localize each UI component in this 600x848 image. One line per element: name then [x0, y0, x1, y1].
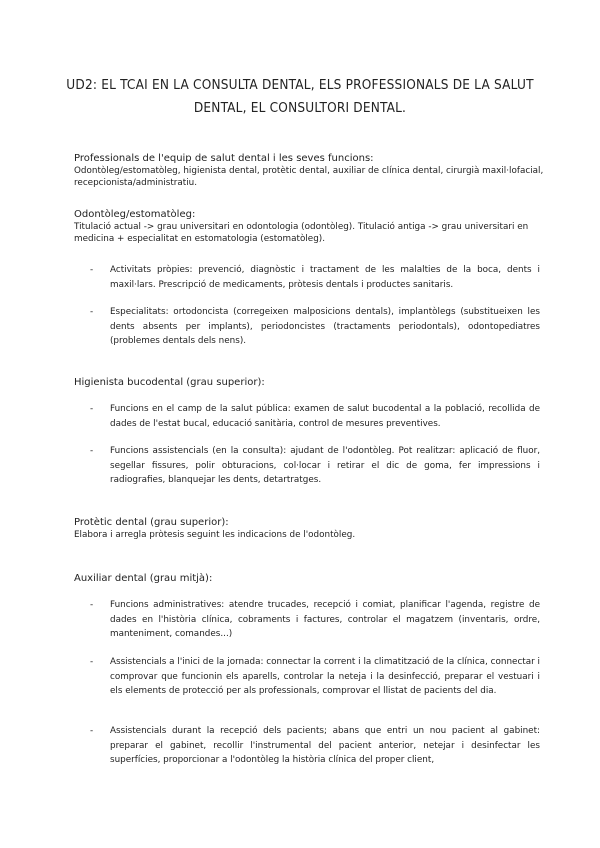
list-item-text: Funcions administratives: atendre trucades, recepció i comiat, planificar l'agenda, registre de dades en l'història clínica, cobraments i factures, controlar el magatzem (inventaris, ordre, manteniment, comandes...)	[110, 600, 540, 639]
list-item-text: Assistencials a l'inici de la jornada: connectar la corrent i la climatització de la clínica, connectar i comprovar que funcionin els aparells, controlar la neteja i la desinfecció, preparar el vestuari i els elements de protecció per als professionals, comprovar el llistat de pacients del dia.	[110, 657, 540, 696]
section-protetic	[74, 516, 544, 541]
bullet-dash: -	[90, 657, 94, 667]
section-auxiliar	[74, 572, 544, 585]
list-item	[90, 263, 540, 292]
list-item	[90, 444, 540, 488]
bullet-dash: -	[90, 307, 94, 317]
list-item	[90, 598, 540, 642]
section-higienista	[74, 376, 544, 389]
section-odontoleg	[74, 208, 544, 246]
list-item	[90, 655, 540, 699]
section-heading: Protètic dental (grau superior):	[74, 517, 229, 528]
bullet-dash: -	[90, 265, 94, 275]
list-item	[90, 724, 540, 768]
list-item-text: Activitats pròpies: prevenció, diagnòstic i tractament de les malalties de la boca, dents i maxil·lars. Prescripció de medicaments, pròtesis dentals i productes sanitaris.	[110, 265, 540, 290]
section-professionals	[74, 152, 544, 190]
page-title: UD2: EL TCAI EN LA CONSULTA DENTAL, ELS PROFESSIONALS DE LA SALUT DENTAL, EL CONSULTORI DENTAL.	[66, 77, 534, 116]
section-body: Titulació actual -> grau universitari en odontologia (odontòleg). Titulació antiga -> grau universitari en medicina + especialitat en estomatologia (estomatòleg).	[74, 222, 529, 245]
list-item	[90, 402, 540, 431]
list-item-text: Especialitats: ortodoncista (corregeixen malposicions dentals), implantòlegs (substitueixen les dents absents per implants), periodoncistes (tractaments periodontals), odontopediatres (problemes dentals dels nens).	[110, 307, 540, 346]
list-item-text: Funcions en el camp de la salut pública: examen de salut bucodental a la població, recollida de dades de l'estat bucal, educació sanitària, control de mesures preventives.	[110, 404, 540, 429]
section-body: Elabora i arregla pròtesis seguint les indicacions de l'odontòleg.	[74, 530, 356, 540]
section-heading: Auxiliar dental (grau mitjà):	[74, 573, 213, 584]
bullet-dash: -	[90, 600, 94, 610]
bullet-dash: -	[90, 726, 94, 736]
list-item	[90, 305, 540, 349]
list-item-text: Funcions assistencials (en la consulta): ajudant de l'odontòleg. Pot realitzar: aplicació de fluor, segellar fissures, polir obturacions, col·locar i retirar el dic de goma, fer impressions i radiografies, blanquejar les dents, detartratges.	[110, 446, 540, 485]
bullet-dash: -	[90, 404, 94, 414]
section-heading: Higienista bucodental (grau superior):	[74, 377, 265, 388]
section-body: Odontòleg/estomatòleg, higienista dental, protètic dental, auxiliar de clínica dental, cirurgià maxil·lofacial, recepcionista/administratiu.	[74, 166, 544, 189]
section-heading: Professionals de l'equip de salut dental i les seves funcions:	[74, 153, 374, 164]
bullet-dash: -	[90, 446, 94, 456]
list-item-text: Assistencials durant la recepció dels pacients; abans que entri un nou pacient al gabinet: preparar el gabinet, recollir l'instrumental del pacient anterior, netejar i desinfectar les superfícies, proporcionar a l'odontòleg la història clínica del proper client,	[110, 726, 540, 765]
section-heading: Odontòleg/estomatòleg:	[74, 209, 196, 220]
